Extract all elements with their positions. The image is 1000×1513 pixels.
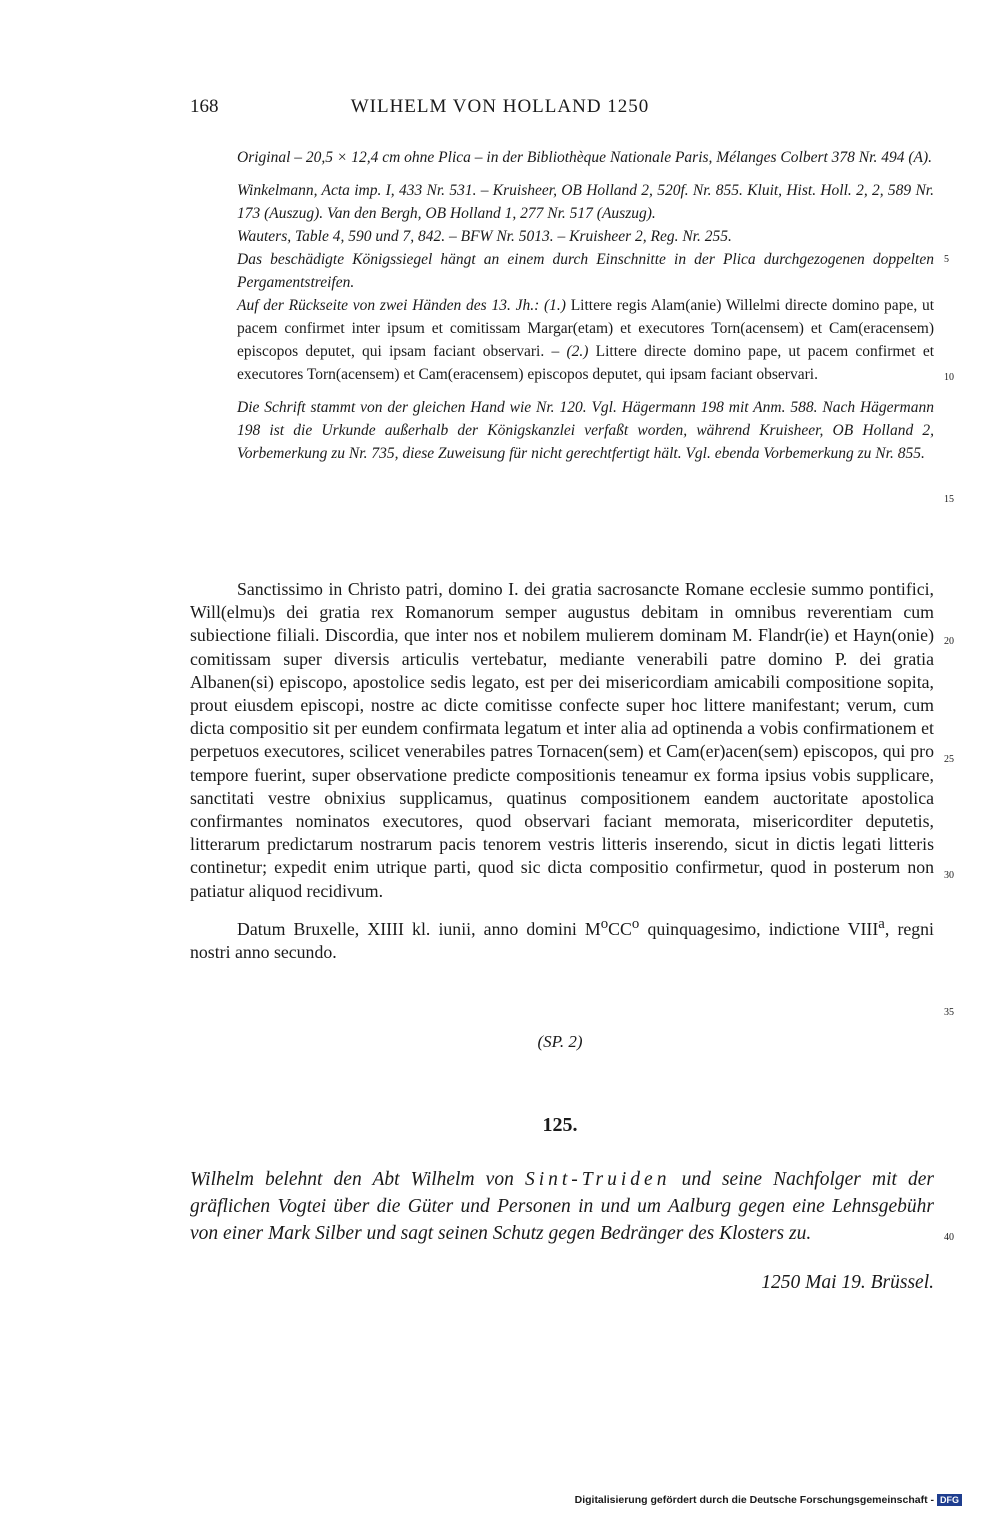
seal-mark: (SP. 2) xyxy=(537,1032,583,1051)
page-number: 168 xyxy=(190,96,219,117)
dorsal-text-2: Littere directe domino pape, ut pacem confirmet et executores Torn(acensem) et Cam(eracensem) episcopos deputet, qui ipsam faciant observari. xyxy=(237,343,935,383)
funding-footer xyxy=(575,1494,962,1506)
place-name-spaced: Sint-Truiden xyxy=(524,1169,671,1190)
funding-text: Digitalisierung gefördert durch die Deutsche Forschungsgemeinschaft - xyxy=(574,1494,934,1506)
dorsal-dash: – xyxy=(551,343,560,360)
line-number: 5 xyxy=(944,254,949,265)
dorsal-text-1: Littere regis Alam(anie) Willelmi directe domino pape, ut pacem confirmet inter ipsum et comitissam Margar(etam) et executores Torn(acensem) et Cam(eracensem) episcopos deputet, qui ipsam faciant observari. xyxy=(237,297,934,360)
line-number: 20 xyxy=(944,636,954,647)
apparatus-original: Original – 20,5 × 12,4 cm ohne Plica – in der Bibliothèque Nationale Paris, Mélanges Colbert 378 Nr. 494 (A). xyxy=(237,149,932,166)
critical-apparatus xyxy=(237,146,934,465)
line-number: 10 xyxy=(944,372,954,383)
line-number: 35 xyxy=(944,1007,954,1018)
charter-text xyxy=(190,578,934,964)
line-number: 15 xyxy=(944,494,954,505)
dorsal-intro: Auf der Rückseite von zwei Händen des 13. Jh.: (1.) xyxy=(237,297,566,314)
dating-clause: Datum Bruxelle, XIIII kl. iunii, anno domini $M^oCC^o$ quinquagesimo, indictione VIII$^a$, regni nostri anno secundo. xyxy=(190,915,934,962)
line-number: 40 xyxy=(944,1232,954,1243)
apparatus-editions: Winkelmann, Acta imp. I, 433 Nr. 531. – Kruisheer, OB Holland 2, 520f. Nr. 855. Kluit, Hist. Holl. 2, 2, 589 Nr. 173 (Auszug). Van den Bergh, OB Holland 1, 277 Nr. 517 (Auszug). xyxy=(237,182,934,222)
apparatus-regesta: Wauters, Table 4, 590 und 7, 842. – BFW Nr. 5013. – Kruisheer 2, Reg. Nr. 255. xyxy=(237,228,732,245)
apparatus-script-note: Die Schrift stammt von der gleichen Hand wie Nr. 120. Vgl. Hägermann 198 mit Anm. 588. Nach Hägermann 198 ist die Urkunde außerhalb der Königskanzlei verfaßt worden, während Kruisheer, OB Holland 2, Vorbemerkung zu Nr. 735, diese Zuweisung für nicht gerechtfertigt hält. Vgl. ebenda Vorbemerkung zu Nr. 855. xyxy=(237,399,934,462)
regest: Wilhelm belehnt den Abt Wilhelm von Sint-Truiden und seine Nachfolger mit der gräflichen Vogtei über die Güter und Personen in und um Aalburg gegen eine Lehnsgebühr von einer Mark Silber und sagt seinen Schutz gegen Bedränger des Klosters zu. xyxy=(190,1169,935,1244)
apparatus-dorsal-note xyxy=(237,294,934,386)
running-title: WILHELM VON HOLLAND 1250 xyxy=(350,96,650,117)
document-number: 125. xyxy=(542,1114,578,1136)
line-number: 25 xyxy=(944,754,954,765)
charter-paragraph: Sanctissimo in Christo patri, domino I. dei gratia sacrosancte Romane ecclesie summo pontifici, Will(elmu)s dei gratia rex Romanorum semper augustus debitam in omnibus reverentiam cum subiectione filiali. Discordia, que inter nos et nobilem mulierem dominam M. Flandr(ie) et Hayn(onie) comitissam super diversis articulis vertebatur, mediante venerabili patre domino P. dei gratia Albanen(si) episcopo, apostolice sedis legato, est per dei misericordiam amicabili compositione sopita, prout eiusdem episcopi, nostre ac dicte comitisse confecte super hoc littere manifestant; verum, cum dicta compositio sit per eundem confirmata legatum et inter alia ad optinenda a vobis confirmationem et perpetuos executores, scilicet venerabiles patres Tornacen(sem) et Cam(er)acen(sem) episcopos, qui pro tempore fuerint, super observatione predicte compositionis teneamur ex forma ipsius vobis supplicare, sanctitati vestre obnixius supplicamus, quatinus compositionem eandem auctoritate apostolica confirmantes nominatos executores, quod observari faciant memorata, misericorditer deputetis, litterarum predictarum nostrarum pacis tenorem vestris litteris inserendo, sicut in dictis legati litteris continetur; expedit enim utrique parti, quod sic dicta compositio confirmetur, quod in posterum non patiatur aliquod recidivum. xyxy=(190,579,934,901)
dfg-logo: DFG xyxy=(937,1494,962,1506)
dorsal-num-2: (2.) xyxy=(566,343,589,360)
date-place: 1250 Mai 19. Brüssel. xyxy=(761,1272,934,1293)
line-number: 30 xyxy=(944,870,954,881)
apparatus-seal-note: Das beschädigte Königssiegel hängt an einem durch Einschnitte in der Plica durchgezogenen doppelten Pergamentstreifen. xyxy=(237,251,934,291)
